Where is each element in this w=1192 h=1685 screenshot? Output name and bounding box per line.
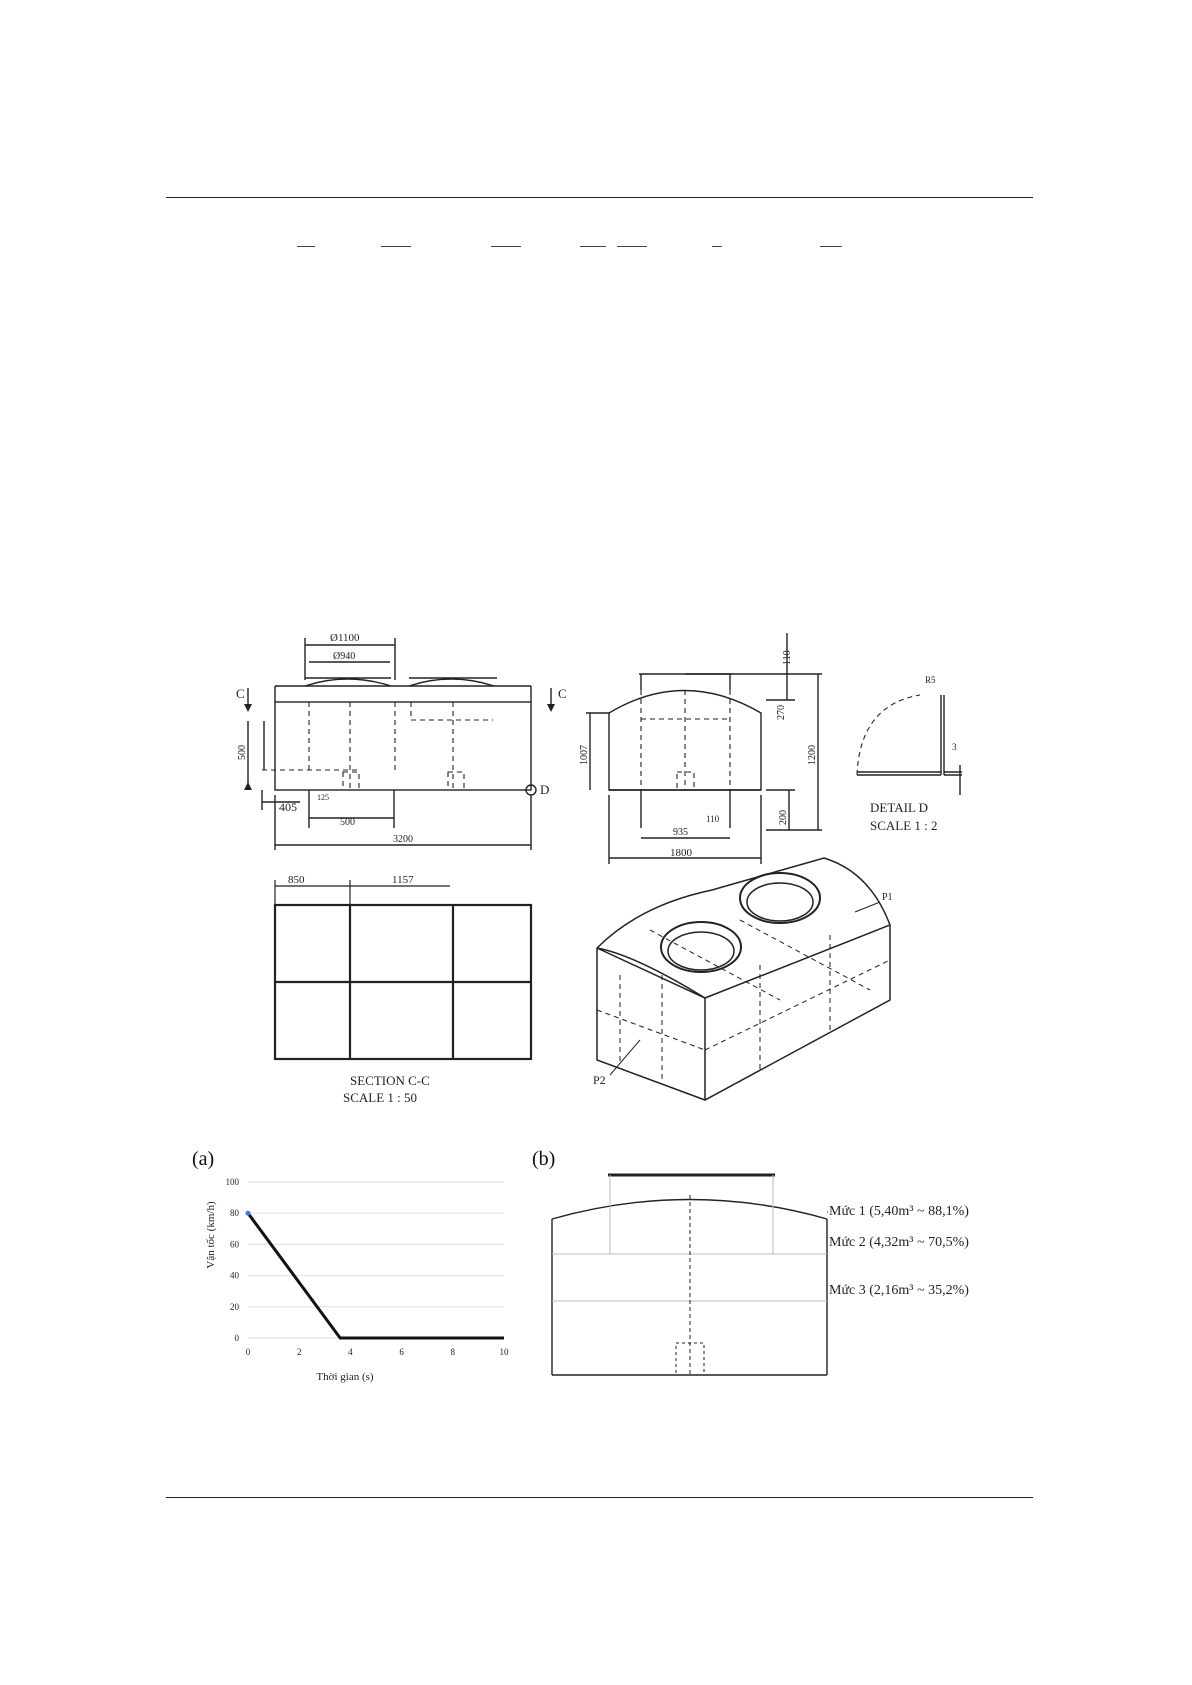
dim-outer-diameter: Ø1100	[330, 632, 360, 644]
section-dim-1157: 1157	[392, 874, 414, 886]
chart-a-ytick-label: 40	[230, 1270, 239, 1281]
chart-a-xtick-label: 10	[499, 1347, 509, 1357]
side-dim-200: 200	[778, 810, 789, 825]
section-marker-left: C	[236, 686, 245, 701]
chart-a-xlabel: Thời gian (s)	[316, 1371, 374, 1383]
level-3-label: Mức 3 (2,16m³ ~ 35,2%)	[829, 1283, 969, 1298]
detail-scale: SCALE 1 : 2	[870, 818, 938, 833]
side-dim-right-upper: 270	[776, 705, 787, 720]
side-dim-1200: 1200	[807, 745, 818, 765]
section-dim-850: 850	[288, 874, 305, 886]
detail-marker: D	[540, 782, 550, 797]
dim-left-height: 500	[237, 745, 248, 760]
panel-label-b: (b)	[532, 1148, 556, 1170]
section-scale: SCALE 1 : 50	[343, 1090, 418, 1105]
section-title: SECTION C-C	[350, 1073, 430, 1088]
detail-title: DETAIL D	[870, 800, 929, 815]
panel-label-a: (a)	[192, 1148, 215, 1170]
chart-a-xtick-label: 2	[296, 1347, 302, 1357]
section-marker-right: C	[558, 686, 567, 701]
dim-inner-diameter: Ø940	[333, 651, 356, 662]
dim-bottom-inner: 500	[340, 817, 355, 828]
dim-total-length: 3200	[393, 834, 413, 845]
dim-small-1: 125	[317, 793, 329, 802]
chart-a-ytick-label: 80	[230, 1208, 239, 1219]
level-1-label: Mức 1 (5,40m³ ~ 88,1%)	[829, 1204, 969, 1219]
iso-label-p2: P2	[593, 1073, 606, 1087]
chart-a-xtick-label: 0	[245, 1347, 251, 1357]
chart-a-xtick-label: 4	[348, 1347, 353, 1357]
level-2-label: Mức 2 (4,32m³ ~ 70,5%)	[829, 1235, 969, 1250]
side-dim-935: 935	[673, 827, 688, 838]
detail-dim-right: 3	[952, 742, 957, 752]
chart-a-ytick-label: 0	[234, 1333, 239, 1343]
iso-label-p1: P1	[882, 892, 893, 903]
chart-a-ytick-label: 60	[230, 1239, 239, 1250]
side-dim-1800: 1800	[670, 847, 692, 859]
chart-a-ytick-label: 100	[225, 1177, 239, 1187]
chart-a-xtick-label: 6	[399, 1347, 404, 1357]
detail-dim-top: R5	[925, 675, 936, 685]
dim-405: 405	[279, 800, 297, 814]
side-dim-1007: 1007	[579, 745, 590, 765]
side-dim-top: 110	[782, 650, 793, 665]
chart-a-xtick-label: 8	[450, 1347, 456, 1357]
chart-a-ylabel: Vận tốc (km/h)	[205, 1201, 217, 1269]
side-dim-small: 110	[706, 814, 720, 824]
chart-a-ytick-label: 20	[230, 1301, 239, 1312]
